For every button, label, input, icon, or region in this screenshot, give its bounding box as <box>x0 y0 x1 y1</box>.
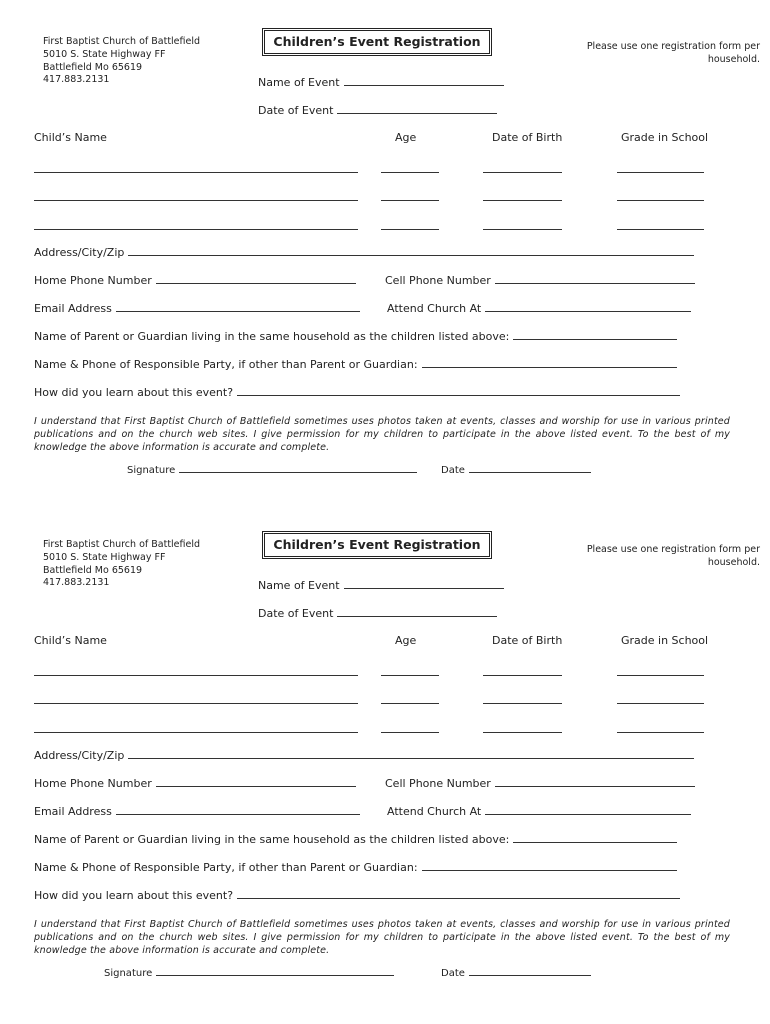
child-name-line-2[interactable] <box>34 200 358 201</box>
signature-field[interactable] <box>127 462 417 476</box>
signature-line[interactable] <box>156 965 394 976</box>
age-line-2[interactable] <box>381 200 439 201</box>
parent-label: Name of Parent or Guardian living in the same household as the children listed above: <box>34 833 510 846</box>
church-phone: 417.883.2131 <box>43 577 110 589</box>
household-note: Please use one registration form per household. <box>586 41 760 65</box>
photo-consent-text: I understand that First Baptist Church of Battlefield sometimes uses photos taken at events, classes and worship for use in various printed publications and on the church web sites. I give permission for my children to participate in the above listed event. To the best of my knowledge the above information is accurate and complete. <box>34 416 730 453</box>
child-name-line-2[interactable] <box>34 703 358 704</box>
household-note: Please use one registration form per household. <box>586 544 760 568</box>
responsible-label: Name & Phone of Responsible Party, if other than Parent or Guardian: <box>34 861 418 874</box>
responsible-label: Name & Phone of Responsible Party, if other than Parent or Guardian: <box>34 358 418 371</box>
responsible-field[interactable] <box>34 860 677 874</box>
date-label: Date <box>441 465 465 476</box>
grade-header: Grade in School <box>621 634 709 647</box>
cell-phone-field[interactable] <box>385 273 695 287</box>
church-city: Battlefield Mo 65619 <box>43 61 143 73</box>
event-date-field[interactable] <box>258 103 497 117</box>
date-field[interactable] <box>441 965 591 979</box>
responsible-line[interactable] <box>422 860 677 871</box>
event-date-label: Date of Event <box>258 607 334 620</box>
church-street: 5010 S. State Highway FF <box>43 551 166 563</box>
event-name-line[interactable] <box>344 578 504 589</box>
event-date-label: Date of Event <box>258 104 334 117</box>
attend-church-field[interactable] <box>387 301 691 315</box>
email-line[interactable] <box>116 301 360 312</box>
signature-label: Signature <box>104 968 153 979</box>
grade-line-3[interactable] <box>617 229 704 230</box>
email-field[interactable] <box>34 804 360 818</box>
child-name-line-3[interactable] <box>34 732 358 733</box>
email-label: Email Address <box>34 805 112 818</box>
church-name: First Baptist Church of Battlefield <box>43 36 201 47</box>
attend-church-line[interactable] <box>485 804 691 815</box>
dob-line-3[interactable] <box>483 229 562 230</box>
learned-label: How did you learn about this event? <box>34 889 234 902</box>
age-header: Age <box>395 634 417 647</box>
church-address-block <box>43 539 200 590</box>
child-name-header: Child’s Name <box>34 634 107 647</box>
home-phone-line[interactable] <box>156 273 356 284</box>
cell-phone-label: Cell Phone Number <box>385 274 491 287</box>
cell-phone-line[interactable] <box>495 776 695 787</box>
address-label: Address/City/Zip <box>34 749 125 762</box>
church-address-block <box>43 36 200 87</box>
cell-phone-field[interactable] <box>385 776 695 790</box>
event-date-line[interactable] <box>337 606 497 617</box>
age-line-1[interactable] <box>381 172 439 173</box>
address-line[interactable] <box>128 748 694 759</box>
signature-label: Signature <box>127 465 176 476</box>
cell-phone-line[interactable] <box>495 273 695 284</box>
parent-line[interactable] <box>513 329 677 340</box>
email-label: Email Address <box>34 302 112 315</box>
dob-header: Date of Birth <box>492 634 563 647</box>
church-phone: 417.883.2131 <box>43 74 110 86</box>
home-phone-label: Home Phone Number <box>34 777 152 790</box>
date-field[interactable] <box>441 462 591 476</box>
child-name-line-3[interactable] <box>34 229 358 230</box>
signature-line[interactable] <box>179 462 417 473</box>
event-name-label: Name of Event <box>258 579 340 592</box>
attend-church-label: Attend Church At <box>387 805 482 818</box>
cell-phone-label: Cell Phone Number <box>385 777 491 790</box>
event-name-field[interactable] <box>258 578 504 592</box>
church-street: 5010 S. State Highway FF <box>43 48 166 60</box>
age-line-1[interactable] <box>381 675 439 676</box>
attend-church-label: Attend Church At <box>387 302 482 315</box>
email-line[interactable] <box>116 804 360 815</box>
grade-line-3[interactable] <box>617 732 704 733</box>
date-line[interactable] <box>469 965 591 976</box>
date-line[interactable] <box>469 462 591 473</box>
age-line-2[interactable] <box>381 703 439 704</box>
email-field[interactable] <box>34 301 360 315</box>
dob-line-2[interactable] <box>483 200 562 201</box>
parent-field[interactable] <box>34 832 677 846</box>
registration-form-2 <box>0 503 770 1003</box>
form-title: Children’s Event Registration <box>262 531 492 559</box>
grade-line-2[interactable] <box>617 200 704 201</box>
event-name-field[interactable] <box>258 75 504 89</box>
event-name-label: Name of Event <box>258 76 340 89</box>
dob-header: Date of Birth <box>492 131 563 144</box>
responsible-field[interactable] <box>34 357 677 371</box>
age-line-3[interactable] <box>381 229 439 230</box>
child-name-header: Child’s Name <box>34 131 107 144</box>
address-label: Address/City/Zip <box>34 246 125 259</box>
learned-field[interactable] <box>34 385 680 399</box>
learned-label: How did you learn about this event? <box>34 386 234 399</box>
registration-form-1 <box>0 0 770 500</box>
grade-line-1[interactable] <box>617 172 704 173</box>
home-phone-field[interactable] <box>34 776 356 790</box>
dob-line-1[interactable] <box>483 675 562 676</box>
church-city: Battlefield Mo 65619 <box>43 564 143 576</box>
dob-line-1[interactable] <box>483 172 562 173</box>
address-field[interactable] <box>34 245 694 259</box>
learned-line[interactable] <box>237 888 680 899</box>
parent-label: Name of Parent or Guardian living in the same household as the children listed above: <box>34 330 510 343</box>
signature-field[interactable] <box>104 965 394 979</box>
home-phone-field[interactable] <box>34 273 356 287</box>
address-field[interactable] <box>34 748 694 762</box>
parent-field[interactable] <box>34 329 677 343</box>
learned-line[interactable] <box>237 385 680 396</box>
grade-line-2[interactable] <box>617 703 704 704</box>
grade-header: Grade in School <box>621 131 709 144</box>
dob-line-2[interactable] <box>483 703 562 704</box>
form-title: Children’s Event Registration <box>262 28 492 56</box>
address-line[interactable] <box>128 245 694 256</box>
child-name-line-1[interactable] <box>34 675 358 676</box>
photo-consent-text: I understand that First Baptist Church of Battlefield sometimes uses photos taken at events, classes and worship for use in various printed publications and on the church web sites. I give permission for my children to participate in the above listed event. To the best of my knowledge the above information is accurate and complete. <box>34 919 730 956</box>
age-header: Age <box>395 131 417 144</box>
attend-church-line[interactable] <box>485 301 691 312</box>
event-date-field[interactable] <box>258 606 497 620</box>
responsible-line[interactable] <box>422 357 677 368</box>
grade-line-1[interactable] <box>617 675 704 676</box>
home-phone-label: Home Phone Number <box>34 274 152 287</box>
learned-field[interactable] <box>34 888 680 902</box>
parent-line[interactable] <box>513 832 677 843</box>
dob-line-3[interactable] <box>483 732 562 733</box>
date-label: Date <box>441 968 465 979</box>
event-date-line[interactable] <box>337 103 497 114</box>
event-name-line[interactable] <box>344 75 504 86</box>
age-line-3[interactable] <box>381 732 439 733</box>
church-name: First Baptist Church of Battlefield <box>43 539 201 550</box>
child-name-line-1[interactable] <box>34 172 358 173</box>
attend-church-field[interactable] <box>387 804 691 818</box>
home-phone-line[interactable] <box>156 776 356 787</box>
